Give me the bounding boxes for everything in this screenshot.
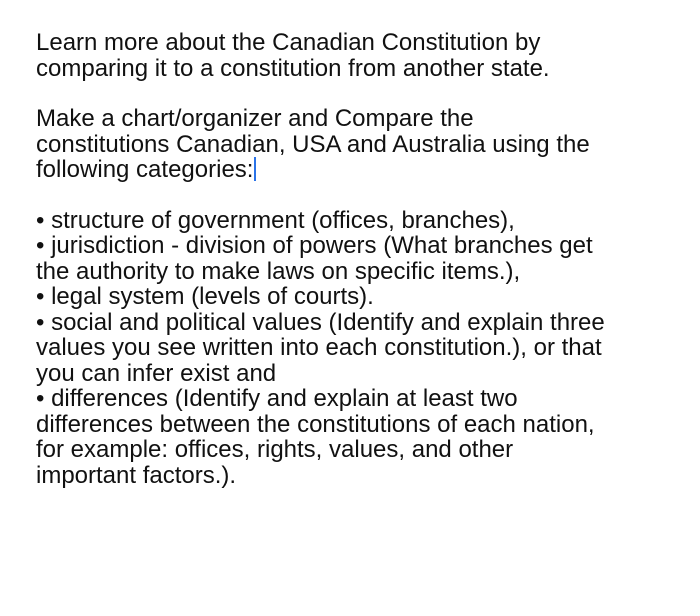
- category-jurisdiction-line-1: • jurisdiction - division of powers (What branches get: [36, 232, 593, 259]
- intro-paragraph: [36, 30, 676, 81]
- intro-line-2: comparing it to a constitution from another state.: [36, 54, 550, 82]
- category-values-line-1: • social and political values (Identify and explain three: [36, 308, 605, 336]
- category-differences-line-2: differences between the constitutions of each nation,: [36, 410, 595, 438]
- task-line-2: constitutions Canadian, USA and Australia using the: [36, 130, 590, 158]
- document-body[interactable]: [36, 30, 676, 488]
- paragraph-spacer: [36, 81, 676, 106]
- category-legal-system: • legal system (levels of courts).: [36, 283, 374, 310]
- category-differences-line-3: for example: offices, rights, values, and other: [36, 436, 514, 463]
- category-values-line-2: values you see written into each constitution.), or that: [36, 334, 602, 361]
- task-line-1: Make a chart/organizer and Compare the: [36, 105, 474, 132]
- category-list: [36, 208, 676, 489]
- task-line-3: [36, 157, 676, 183]
- paragraph-spacer: [36, 183, 676, 208]
- task-paragraph: [36, 106, 676, 183]
- text-cursor: [254, 157, 256, 181]
- category-differences-line-4: important factors.).: [36, 461, 237, 489]
- category-structure: • structure of government (offices, branches),: [36, 206, 515, 234]
- category-differences-line-1: • differences (Identify and explain at least two: [36, 385, 518, 412]
- task-line-3-text: following categories:: [36, 156, 254, 183]
- category-jurisdiction-line-2: the authority to make laws on specific items.),: [36, 257, 521, 285]
- category-values-line-3: you can infer exist and: [36, 359, 277, 387]
- intro-line-1: Learn more about the Canadian Constitution by: [36, 29, 541, 56]
